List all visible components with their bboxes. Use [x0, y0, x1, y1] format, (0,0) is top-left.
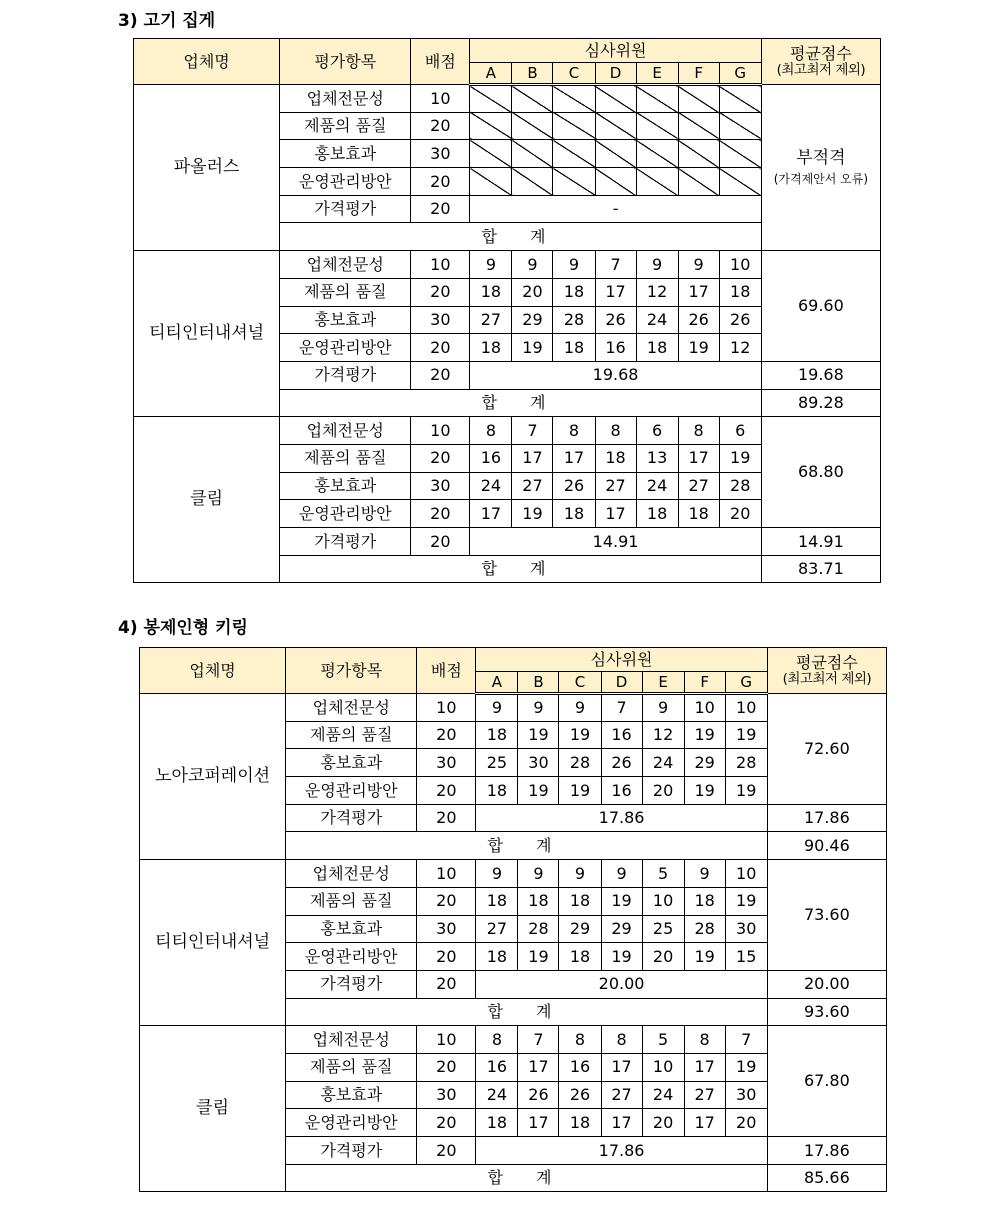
score-cell: 10 — [725, 860, 767, 888]
price-value: 17.86 — [476, 1137, 767, 1165]
header-judges: 심사위원 — [476, 648, 767, 672]
score-cell: 9 — [553, 251, 595, 279]
score-cell: 20 — [642, 943, 684, 971]
score-cell: 18 — [595, 444, 636, 472]
score-cell: 9 — [476, 694, 518, 722]
score-cell: 26 — [719, 306, 761, 334]
item-label: 운영관리방안 — [286, 1109, 417, 1137]
item-max: 10 — [417, 694, 476, 722]
item-label: 업체전문성 — [286, 860, 417, 888]
score-cell: 10 — [684, 694, 725, 722]
score-cell: 12 — [719, 334, 761, 362]
item-max: 20 — [417, 1053, 476, 1081]
header-avg — [761, 39, 880, 85]
score-cell: 19 — [678, 334, 719, 362]
price-avg: 20.00 — [767, 970, 886, 998]
score-cell: 18 — [636, 500, 678, 528]
avg-score: 68.80 — [761, 417, 880, 528]
score-cell: 28 — [518, 915, 559, 943]
score-cell: 17 — [518, 1109, 559, 1137]
score-cell: 5 — [642, 860, 684, 888]
score-cell: 18 — [476, 1109, 518, 1137]
item-max: 20 — [417, 721, 476, 749]
item-label: 제품의 품질 — [286, 1053, 417, 1081]
score-cell: 28 — [684, 915, 725, 943]
price-label: 가격평가 — [286, 970, 417, 998]
section-title: 4) 봉제인형 키링 — [118, 618, 248, 638]
header-score: 배점 — [417, 648, 476, 694]
item-max: 20 — [417, 943, 476, 971]
score-cell: 18 — [470, 334, 512, 362]
header-company: 업체명 — [140, 648, 286, 694]
score-cell: 26 — [553, 472, 595, 500]
score-cell: 20 — [725, 1109, 767, 1137]
score-cell: 9 — [636, 251, 678, 279]
score-cell: 19 — [518, 721, 559, 749]
price-label: 가격평가 — [286, 804, 417, 832]
score-cell: 20 — [512, 278, 553, 306]
item-label: 운영관리방안 — [280, 500, 411, 528]
score-cell: 17 — [512, 444, 553, 472]
score-cell: 19 — [725, 721, 767, 749]
section-title: 3) 고기 집게 — [118, 11, 216, 31]
empty-score-cell — [512, 112, 553, 140]
score-cell: 16 — [601, 721, 642, 749]
header-avg-sub: (최고최저 제외) — [782, 670, 872, 687]
score-cell: 19 — [719, 444, 761, 472]
score-cell: 17 — [595, 278, 636, 306]
item-max: 20 — [411, 112, 470, 140]
header-judge-g: G — [719, 63, 761, 85]
empty-score-cell — [678, 168, 719, 196]
price-max: 20 — [417, 804, 476, 832]
total-label: 합 계 — [286, 998, 768, 1026]
empty-score-cell — [470, 140, 512, 168]
price-avg: 17.86 — [767, 1137, 886, 1165]
empty-score-cell — [719, 168, 761, 196]
header-judge-e: E — [642, 672, 684, 694]
total-value: 93.60 — [767, 998, 886, 1026]
item-label: 홍보효과 — [286, 915, 417, 943]
header-avg-label: 평균점수 — [795, 653, 858, 673]
item-max: 20 — [417, 1109, 476, 1137]
item-label: 운영관리방안 — [280, 334, 411, 362]
avg-score-cell — [761, 85, 880, 251]
score-cell: 6 — [636, 417, 678, 445]
score-cell: 17 — [678, 278, 719, 306]
empty-score-cell — [553, 112, 595, 140]
header-judge-g: G — [725, 672, 767, 694]
score-cell: 29 — [684, 749, 725, 777]
score-cell: 19 — [559, 777, 601, 805]
empty-score-cell — [512, 140, 553, 168]
score-cell: 30 — [518, 749, 559, 777]
item-max: 30 — [417, 749, 476, 777]
item-max: 20 — [411, 334, 470, 362]
score-cell: 8 — [553, 417, 595, 445]
header-judges: 심사위원 — [470, 39, 761, 63]
score-cell: 17 — [553, 444, 595, 472]
price-avg: 19.68 — [761, 361, 880, 389]
header-judge-c: C — [553, 63, 595, 85]
item-max: 30 — [417, 1081, 476, 1109]
score-cell: 7 — [601, 694, 642, 722]
score-cell: 18 — [470, 278, 512, 306]
score-cell: 17 — [601, 1053, 642, 1081]
item-label: 업체전문성 — [286, 1026, 417, 1054]
score-cell: 24 — [642, 749, 684, 777]
score-cell: 8 — [476, 1026, 518, 1054]
score-cell: 12 — [636, 278, 678, 306]
score-cell: 26 — [601, 749, 642, 777]
score-cell: 17 — [470, 500, 512, 528]
score-cell: 25 — [476, 749, 518, 777]
score-cell: 19 — [518, 943, 559, 971]
score-cell: 9 — [518, 860, 559, 888]
score-cell: 17 — [684, 1053, 725, 1081]
score-cell: 30 — [725, 1081, 767, 1109]
item-label: 운영관리방안 — [286, 777, 417, 805]
score-cell: 7 — [595, 251, 636, 279]
score-cell: 18 — [678, 500, 719, 528]
score-cell: 28 — [719, 472, 761, 500]
score-cell: 24 — [476, 1081, 518, 1109]
score-cell: 19 — [725, 777, 767, 805]
score-cell: 18 — [559, 943, 601, 971]
price-avg: 17.86 — [767, 804, 886, 832]
score-cell: 18 — [553, 334, 595, 362]
score-cell: 27 — [678, 472, 719, 500]
total-value: 90.46 — [767, 832, 886, 860]
header-judge-b: B — [512, 63, 553, 85]
empty-score-cell — [595, 112, 636, 140]
evaluation-table — [133, 38, 881, 583]
item-max: 30 — [411, 140, 470, 168]
score-cell: 18 — [476, 887, 518, 915]
score-cell: 27 — [595, 472, 636, 500]
price-value: 17.86 — [476, 804, 767, 832]
price-max: 20 — [411, 195, 470, 223]
header-judge-d: D — [595, 63, 636, 85]
score-cell: 27 — [684, 1081, 725, 1109]
item-max: 20 — [411, 444, 470, 472]
score-cell: 12 — [642, 721, 684, 749]
item-label: 업체전문성 — [280, 251, 411, 279]
score-cell: 7 — [512, 417, 553, 445]
item-label: 홍보효과 — [280, 140, 411, 168]
score-cell: 16 — [601, 777, 642, 805]
avg-score: 73.60 — [767, 860, 886, 971]
score-cell: 19 — [601, 887, 642, 915]
header-judge-d: D — [601, 672, 642, 694]
score-cell: 18 — [476, 943, 518, 971]
item-label: 제품의 품질 — [286, 887, 417, 915]
score-cell: 26 — [595, 306, 636, 334]
empty-score-cell — [719, 112, 761, 140]
score-cell: 26 — [678, 306, 719, 334]
score-cell: 10 — [725, 694, 767, 722]
score-cell: 24 — [636, 472, 678, 500]
score-cell: 18 — [553, 500, 595, 528]
score-cell: 29 — [559, 915, 601, 943]
total-label: 합 계 — [286, 832, 768, 860]
score-cell: 9 — [559, 694, 601, 722]
price-max: 20 — [417, 970, 476, 998]
empty-score-cell — [595, 168, 636, 196]
item-max: 10 — [417, 860, 476, 888]
header-avg-label: 평균점수 — [789, 44, 852, 64]
item-label: 업체전문성 — [286, 694, 417, 722]
price-label: 가격평가 — [286, 1137, 417, 1165]
item-max: 10 — [411, 417, 470, 445]
item-label: 제품의 품질 — [280, 444, 411, 472]
score-cell: 16 — [476, 1053, 518, 1081]
header-avg-sub: (최고최저 제외) — [776, 61, 866, 78]
empty-score-cell — [553, 85, 595, 113]
score-cell: 20 — [642, 1109, 684, 1137]
score-cell: 19 — [725, 1053, 767, 1081]
score-cell: 18 — [559, 887, 601, 915]
score-cell: 25 — [642, 915, 684, 943]
score-cell: 6 — [719, 417, 761, 445]
score-cell: 19 — [684, 721, 725, 749]
header-item: 평가항목 — [286, 648, 417, 694]
header-judge-a: A — [476, 672, 518, 694]
empty-score-cell — [512, 85, 553, 113]
disqualified-label: 부적격 — [796, 147, 846, 168]
total-label: 합 계 — [280, 389, 762, 417]
score-cell: 17 — [595, 500, 636, 528]
score-cell: 17 — [518, 1053, 559, 1081]
score-cell: 18 — [636, 334, 678, 362]
item-max: 20 — [417, 887, 476, 915]
empty-score-cell — [595, 140, 636, 168]
price-value: - — [470, 195, 761, 223]
header-avg — [767, 648, 886, 694]
score-cell: 9 — [642, 694, 684, 722]
empty-score-cell — [512, 168, 553, 196]
item-label: 제품의 품질 — [286, 721, 417, 749]
company-name: 티티인터내셔널 — [134, 251, 280, 417]
score-cell: 5 — [642, 1026, 684, 1054]
avg-score: 69.60 — [761, 251, 880, 362]
score-cell: 8 — [559, 1026, 601, 1054]
header-judge-a: A — [470, 63, 512, 85]
price-max: 20 — [411, 361, 470, 389]
item-label: 업체전문성 — [280, 85, 411, 113]
score-cell: 9 — [518, 694, 559, 722]
score-cell: 10 — [642, 1053, 684, 1081]
score-cell: 18 — [476, 721, 518, 749]
score-cell: 18 — [684, 887, 725, 915]
company-name: 파올러스 — [134, 85, 280, 251]
price-label: 가격평가 — [280, 195, 411, 223]
score-cell: 24 — [642, 1081, 684, 1109]
score-cell: 30 — [725, 915, 767, 943]
score-cell: 18 — [553, 278, 595, 306]
score-cell: 13 — [636, 444, 678, 472]
item-label: 홍보효과 — [280, 306, 411, 334]
item-max: 20 — [411, 500, 470, 528]
score-cell: 8 — [470, 417, 512, 445]
price-label: 가격평가 — [280, 361, 411, 389]
price-value: 19.68 — [470, 361, 761, 389]
score-cell: 9 — [512, 251, 553, 279]
price-max: 20 — [417, 1137, 476, 1165]
score-cell: 17 — [601, 1109, 642, 1137]
score-cell: 28 — [559, 749, 601, 777]
score-cell: 7 — [518, 1026, 559, 1054]
item-label: 운영관리방안 — [286, 943, 417, 971]
item-max: 10 — [411, 251, 470, 279]
price-max: 20 — [411, 528, 470, 556]
total-value: 83.71 — [761, 555, 880, 583]
item-max: 20 — [411, 278, 470, 306]
score-cell: 8 — [595, 417, 636, 445]
score-cell: 24 — [636, 306, 678, 334]
header-company: 업체명 — [134, 39, 280, 85]
company-name: 클림 — [134, 417, 280, 583]
item-max: 10 — [417, 1026, 476, 1054]
avg-score: 67.80 — [767, 1026, 886, 1137]
price-avg: 14.91 — [761, 528, 880, 556]
score-cell: 17 — [678, 444, 719, 472]
score-cell: 8 — [601, 1026, 642, 1054]
score-cell: 17 — [684, 1109, 725, 1137]
empty-score-cell — [678, 112, 719, 140]
evaluation-table — [139, 647, 887, 1192]
empty-score-cell — [636, 168, 678, 196]
item-label: 제품의 품질 — [280, 278, 411, 306]
item-max: 30 — [417, 915, 476, 943]
score-cell: 9 — [559, 860, 601, 888]
score-cell: 9 — [470, 251, 512, 279]
score-cell: 19 — [559, 721, 601, 749]
disqualified-note: (가격제안서 오류) — [773, 172, 869, 187]
item-max: 10 — [411, 85, 470, 113]
score-cell: 27 — [512, 472, 553, 500]
empty-score-cell — [553, 168, 595, 196]
score-cell: 18 — [559, 1109, 601, 1137]
item-max: 20 — [411, 168, 470, 196]
item-label: 홍보효과 — [280, 472, 411, 500]
header-item: 평가항목 — [280, 39, 411, 85]
header-judge-e: E — [636, 63, 678, 85]
score-cell: 26 — [518, 1081, 559, 1109]
empty-score-cell — [470, 85, 512, 113]
score-cell: 29 — [601, 915, 642, 943]
score-cell: 20 — [719, 500, 761, 528]
score-cell: 19 — [684, 943, 725, 971]
empty-score-cell — [636, 85, 678, 113]
score-cell: 16 — [595, 334, 636, 362]
empty-score-cell — [719, 140, 761, 168]
score-cell: 26 — [559, 1081, 601, 1109]
total-value: 89.28 — [761, 389, 880, 417]
company-name: 티티인터내셔널 — [140, 860, 286, 1026]
score-cell: 27 — [470, 306, 512, 334]
item-label: 홍보효과 — [286, 1081, 417, 1109]
score-cell: 19 — [684, 777, 725, 805]
score-cell: 20 — [642, 777, 684, 805]
score-cell: 19 — [725, 887, 767, 915]
empty-score-cell — [636, 112, 678, 140]
score-cell: 18 — [518, 887, 559, 915]
header-judge-b: B — [518, 672, 559, 694]
score-cell: 8 — [684, 1026, 725, 1054]
total-label: 합 계 — [280, 555, 762, 583]
empty-score-cell — [595, 85, 636, 113]
total-label: 합 계 — [280, 223, 762, 251]
empty-score-cell — [678, 140, 719, 168]
header-score: 배점 — [411, 39, 470, 85]
score-cell: 16 — [559, 1053, 601, 1081]
empty-score-cell — [678, 85, 719, 113]
item-label: 제품의 품질 — [280, 112, 411, 140]
item-label: 업체전문성 — [280, 417, 411, 445]
empty-score-cell — [470, 168, 512, 196]
empty-score-cell — [553, 140, 595, 168]
score-cell: 10 — [719, 251, 761, 279]
item-max: 30 — [411, 472, 470, 500]
score-cell: 7 — [725, 1026, 767, 1054]
price-value: 14.91 — [470, 528, 761, 556]
company-name: 클림 — [140, 1026, 286, 1192]
score-cell: 28 — [553, 306, 595, 334]
score-cell: 19 — [512, 500, 553, 528]
total-value: 85.66 — [767, 1164, 886, 1192]
score-cell: 19 — [518, 777, 559, 805]
header-judge-f: F — [678, 63, 719, 85]
empty-score-cell — [636, 140, 678, 168]
score-cell: 9 — [476, 860, 518, 888]
score-cell: 15 — [725, 943, 767, 971]
score-cell: 16 — [470, 444, 512, 472]
company-name: 노아코퍼레이션 — [140, 694, 286, 860]
header-judge-f: F — [684, 672, 725, 694]
empty-score-cell — [470, 112, 512, 140]
score-cell: 29 — [512, 306, 553, 334]
score-cell: 9 — [678, 251, 719, 279]
score-cell: 27 — [601, 1081, 642, 1109]
score-cell: 24 — [470, 472, 512, 500]
price-label: 가격평가 — [280, 528, 411, 556]
score-cell: 27 — [476, 915, 518, 943]
item-max: 20 — [417, 777, 476, 805]
price-value: 20.00 — [476, 970, 767, 998]
score-cell: 9 — [684, 860, 725, 888]
item-max: 30 — [411, 306, 470, 334]
score-cell: 18 — [476, 777, 518, 805]
item-label: 운영관리방안 — [280, 168, 411, 196]
total-label: 합 계 — [286, 1164, 768, 1192]
empty-score-cell — [719, 85, 761, 113]
score-cell: 8 — [678, 417, 719, 445]
score-cell: 18 — [719, 278, 761, 306]
header-judge-c: C — [559, 672, 601, 694]
score-cell: 9 — [601, 860, 642, 888]
score-cell: 19 — [601, 943, 642, 971]
score-cell: 19 — [512, 334, 553, 362]
avg-score: 72.60 — [767, 694, 886, 805]
score-cell: 10 — [642, 887, 684, 915]
score-cell: 28 — [725, 749, 767, 777]
item-label: 홍보효과 — [286, 749, 417, 777]
